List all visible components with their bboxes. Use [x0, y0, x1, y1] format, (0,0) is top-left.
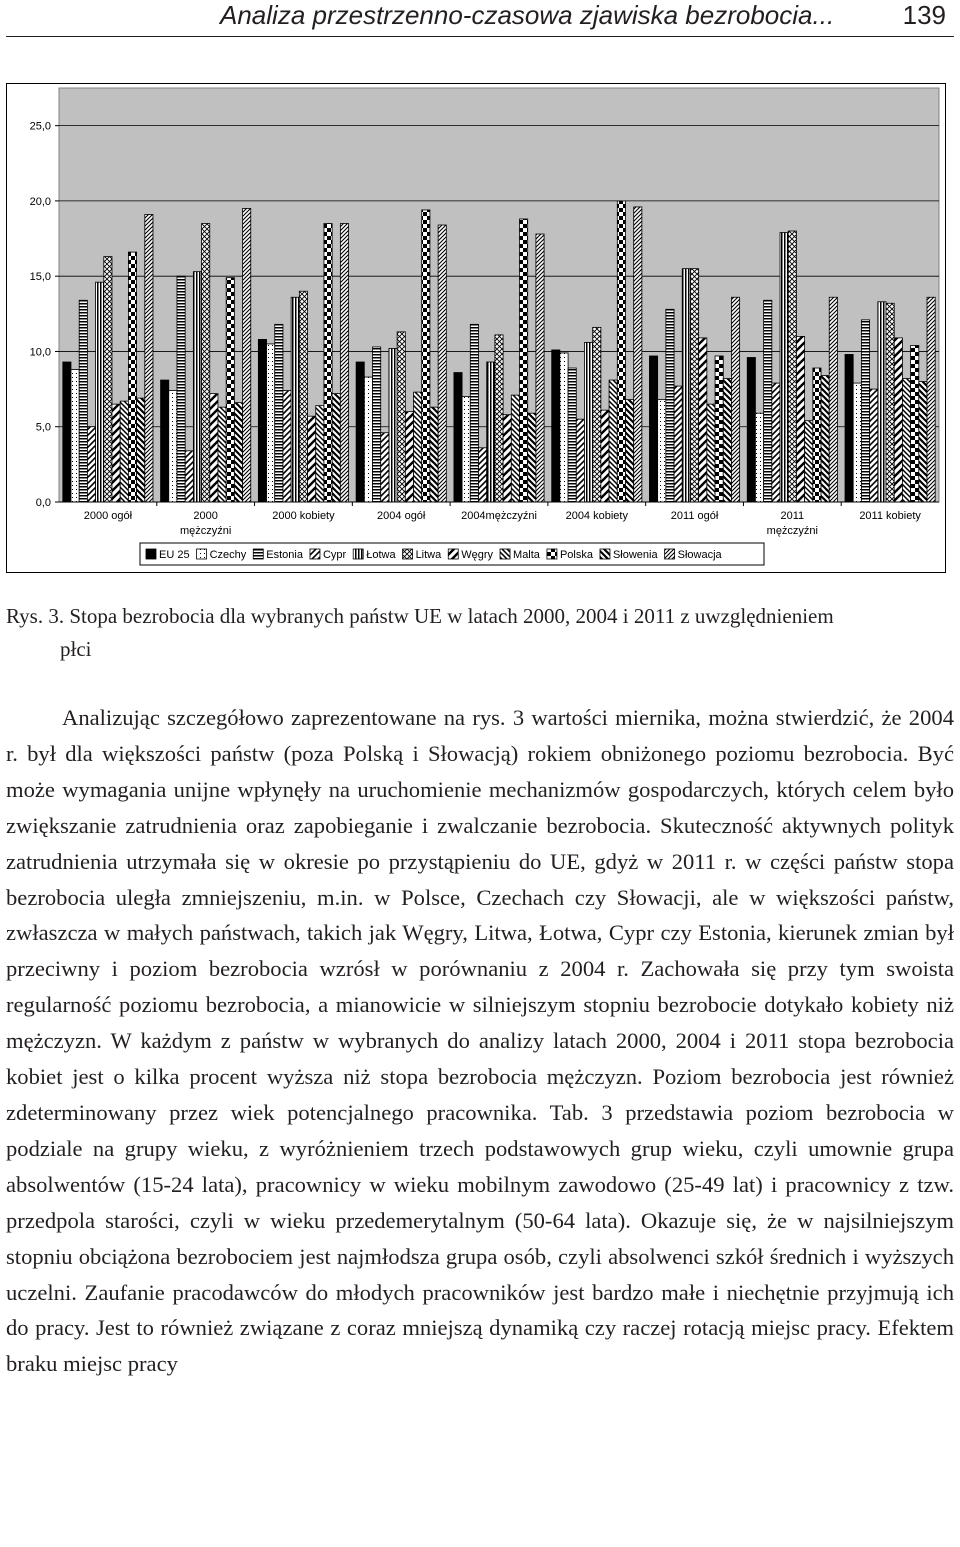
bar: [560, 353, 568, 502]
bar: [853, 383, 861, 502]
bar: [299, 291, 307, 502]
bar: [169, 391, 177, 502]
bar: [267, 344, 275, 502]
legend-label: Malta: [513, 549, 540, 561]
x-tick-label: 2004 ogół: [377, 510, 426, 522]
bar: [690, 269, 698, 502]
bar: [649, 356, 657, 502]
x-tick-label: 2000 kobiety: [272, 510, 335, 522]
bar: [911, 345, 919, 502]
bar: [747, 357, 755, 502]
bar: [291, 297, 299, 502]
legend-label: Węgry: [461, 549, 494, 561]
bar: [381, 433, 389, 502]
bar: [861, 320, 869, 502]
bar: [234, 403, 242, 502]
bar: [405, 412, 413, 502]
bar: [275, 324, 283, 502]
bar: [193, 272, 201, 502]
chart-frame: [6, 83, 946, 573]
bar: [609, 380, 617, 502]
bar: [552, 350, 560, 502]
legend-swatch: [353, 549, 363, 559]
bar: [373, 347, 381, 502]
y-tick-label: 15,0: [29, 271, 51, 284]
bar: [185, 451, 193, 502]
running-header-title: Analiza przestrzenno-czasowa zjawiska bezrobocia...: [220, 0, 835, 30]
bar: [894, 338, 902, 502]
bar: [845, 354, 853, 502]
y-tick-label: 20,0: [29, 195, 51, 208]
legend-label: Czechy: [209, 549, 247, 561]
bar: [788, 231, 796, 502]
bar: [226, 278, 234, 502]
bar: [332, 394, 340, 502]
bar: [796, 336, 804, 502]
bar: [71, 370, 79, 502]
bar: [422, 210, 430, 502]
legend-swatch: [665, 549, 675, 559]
bar: [470, 324, 478, 502]
x-tick-label: 2011 ogół: [670, 510, 719, 522]
legend-label: Słowacja: [677, 549, 722, 561]
body-paragraph: Analizując szczegółowo zaprezentowane na rys. 3 wartości miernika, można stwierdzić, że 2004 r. był dla większości państw (poza Polską i Słowacją) rokiem obniżonego poziomu bezrobocia. Być może wymagania unijne wpłynęły na uruchomienie mechanizmów gospodarczych, których celem było zwiększanie zatrudnienia oraz zapobieganie i zwalczanie bezrobocia. Skuteczność aktywnych polityk zatrudnienia utrzymała się w okresie po przystąpieniu do UE, gdyż w 2011 r. w części państw stopa bezrobocia uległa zmniejszeniu, m.in. w Polsce, Czechach czy Słowacji, ale w większości państw, zwłaszcza w małych państwach, takich jak Węgry, Litwa, Łotwa, Cypr czy Estonia, kierunek zmian był przeciwny i poziom bezrobocia wzrósł w porównaniu z 2004 r. Zachowała się przy tym swoista regularność poziomu bezrobocia, a mianowicie w silniejszym stopniu bezrobocie dotykało kobiety niż mężczyzn. W każdym z państw w wybranych do analizy latach 2000, 2004 i 2011 stopa bezrobocia kobiet jest o kilka procent wyższa niż stopa bezrobocia mężczyzn. Poziom bezrobocia jest również zdeterminowany przez wiek potencjalnego pracownika. Tab. 3 przedstawia poziom bezrobocia w podziale na grupy wieku, z wyróżnieniem trzech podstawowych grup wieku, czyli umownie grupa absolwentów (15-24 lata), pracownicy w wieku mobilnym zawodowo (25-49 lat) i pracownicy z tzw. przedpola starości, czyli w wieku przedemerytalnym (50-64 lata). Okazuje się, że w najsilniejszym stopniu obciążona bezrobociem jest najmłodsza grupa osób, czyli absolwenci szkół średnich i wyższych uczelni. Zaufanie pracodawców do młodych pracowników jest bardzo małe i niechętnie przyjmują ich do pracy. Jest to również związane z coraz mniejszą dynamiką czy raczej rotacją miejsc pracy. Efektem braku miejsc pracy: [6, 705, 954, 1377]
bar: [454, 373, 462, 502]
bar: [218, 407, 226, 502]
bar: [120, 401, 128, 502]
legend-swatch: [253, 549, 263, 559]
legend-label: Estonia: [266, 549, 303, 561]
bar: [829, 297, 837, 502]
legend-swatch: [146, 549, 156, 559]
bar: [96, 282, 104, 502]
bar: [755, 413, 763, 502]
bar: [617, 201, 625, 502]
legend-swatch: [197, 549, 207, 559]
bar: [364, 377, 372, 502]
bar: [104, 257, 112, 502]
header-divider: [6, 36, 954, 37]
bar: [324, 223, 332, 502]
bar: [308, 416, 316, 502]
bar: [878, 302, 886, 502]
bar: [414, 392, 422, 502]
bar: [137, 398, 145, 502]
bar: [536, 234, 544, 502]
bar: [813, 368, 821, 502]
bar: [258, 339, 266, 502]
bar: [772, 383, 780, 502]
bar: [430, 407, 438, 502]
y-tick-label: 0,0: [35, 497, 51, 509]
bar: [462, 397, 470, 502]
bar: [805, 421, 813, 502]
bar: [520, 219, 528, 502]
legend-swatch: [547, 549, 557, 559]
bar: [764, 300, 772, 502]
caption-line-2: płci: [60, 637, 92, 661]
x-tick-label: mężczyźni: [766, 525, 819, 537]
bar: [625, 400, 633, 502]
bar: [145, 214, 153, 502]
bar: [340, 223, 348, 502]
bar: [161, 380, 169, 502]
bar: [601, 410, 609, 502]
x-tick-label: 2011 kobiety: [859, 510, 921, 522]
bar: [177, 276, 185, 502]
body-text: [6, 700, 954, 1382]
bar: [503, 415, 511, 502]
bar: [397, 332, 405, 502]
legend-swatch: [500, 549, 510, 559]
bar: [495, 335, 503, 502]
bar: [870, 389, 878, 502]
bar: [568, 368, 576, 502]
bar: [63, 362, 71, 502]
bar: [438, 225, 446, 502]
x-tick-label: 2004mężczyźni: [461, 510, 537, 522]
legend-swatch: [403, 549, 413, 559]
x-tick-label: 2011: [780, 510, 805, 522]
legend-label: Łotwa: [366, 549, 396, 561]
bar: [919, 382, 927, 502]
bar: [356, 362, 364, 502]
bar: [283, 391, 291, 502]
bar: [780, 233, 788, 502]
figure-caption: [6, 600, 954, 666]
bar: [128, 252, 136, 502]
bar: [316, 406, 324, 502]
legend-label: Litwa: [415, 549, 442, 561]
bar: [674, 386, 682, 502]
x-tick-label: 2000: [193, 510, 218, 522]
bar: [886, 303, 894, 502]
bar: [723, 379, 731, 502]
bar: [79, 300, 87, 502]
bar: [511, 395, 519, 502]
legend-label: EU 25: [159, 549, 190, 561]
unemployment-bar-chart: [7, 84, 945, 572]
bar: [634, 207, 642, 502]
legend-label: Słowenia: [612, 549, 658, 561]
y-tick-label: 5,0: [35, 421, 51, 434]
x-tick-label: mężczyźni: [179, 525, 232, 537]
bar: [576, 419, 584, 502]
bar: [584, 342, 592, 502]
bar: [487, 362, 495, 502]
bar: [243, 208, 251, 502]
bar: [707, 404, 715, 502]
bar: [202, 223, 210, 502]
legend-swatch: [600, 549, 610, 559]
bar: [389, 348, 397, 502]
y-tick-label: 25,0: [29, 120, 51, 133]
x-tick-label: 2000 ogół: [83, 510, 133, 522]
bar: [731, 297, 739, 502]
caption-line-1: Rys. 3. Stopa bezrobocia dla wybranych państw UE w latach 2000, 2004 i 2011 z uwzględnieniem: [6, 604, 834, 628]
legend-swatch: [448, 549, 458, 559]
bar: [112, 404, 120, 502]
bar: [682, 269, 690, 502]
bar: [479, 448, 487, 502]
legend-label: Cypr: [322, 549, 347, 561]
bar: [658, 400, 666, 502]
bar: [821, 376, 829, 502]
bar: [87, 427, 95, 502]
legend-label: Polska: [559, 549, 593, 561]
x-tick-label: 2004 kobiety: [565, 510, 628, 522]
bar: [927, 297, 935, 502]
legend-swatch: [310, 549, 320, 559]
y-tick-label: 10,0: [29, 346, 51, 359]
bar: [715, 356, 723, 502]
page-number: 139: [902, 0, 946, 30]
bar: [210, 394, 218, 502]
bar: [593, 327, 601, 502]
bar: [528, 413, 536, 502]
bar: [666, 309, 674, 502]
bar: [902, 379, 910, 502]
bar: [699, 338, 707, 502]
